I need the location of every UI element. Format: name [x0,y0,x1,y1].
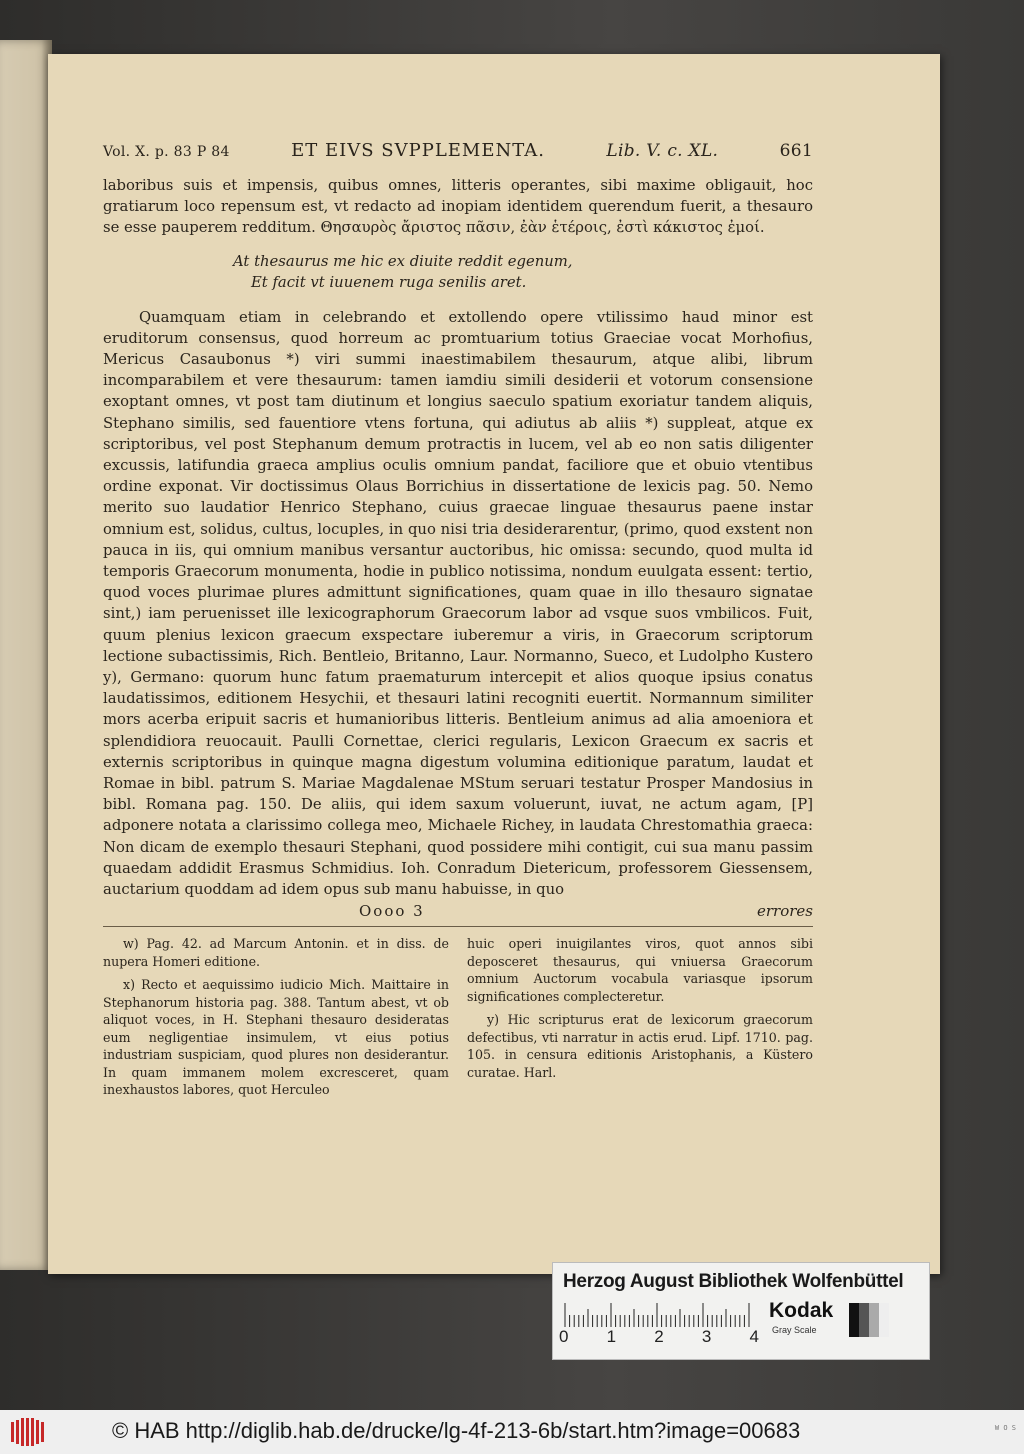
ruler-numbers [559,1327,759,1347]
footnote-w: w) Pag. 42. ad Marcum Antonin. et in diss. de nupera Homeri editione. [103,936,449,969]
footer-bar [0,1410,1024,1454]
catchword: errores [757,902,813,921]
gray-scale-patch [849,1303,889,1337]
footnote-x-continued: huic operi inuigilantes viros, quot annos sibi deposceret thesaurus, qui vniuersa Graecorum omnium Auctorum vocabula variasque ipsorum significationes complecteretur. [467,936,813,1004]
ruler-scale [563,1301,753,1327]
ruler-number-4: 4 [749,1327,759,1346]
kodak-logo: Kodak [769,1299,834,1322]
footnote-y: y) Hic scripturus erat de lexicorum graecorum defectibus, vti narratur in actis erud. Lipf. 1710. pag. 105. in censura editionis Aristophanis, a Küstero curatae. Harl. [467,1012,813,1080]
verse-quote [233,251,813,293]
paragraph-main: Quamquam etiam in celebrando et extollendo opere vtilissimo haud minor est eruditorum consensus, quod horreum ac promtuarium totius Graeciae vocat Morhofius, Mericus Casaubonus *) viri summi inaestimabilem thesaurum, atque alibi, librum incomparabilem et vere thesaurum: tamen iamdiu simili desiderii et votorum consensione exoptant omnes, vt post tam diutinum et longius saeculo spatium exoriatur tandem aliquis, Stephano similis, sed fauentiore vtens fortuna, qui adiutus ab aliis *) suppleat, atque ex scriptoribus, vel post Stephanum demum protractis in lucem, vel ab eo non satis diligenter excussis, latifundia graeca amplius oculis omnium pandat, faciliore que et obuio vtentibus ordine exponat. Vir doctissimus Olaus Borrichius in dissertatione de lexicis pag. 50. Nemo merito suo laudatior Henrico Stephano, cuius graecae linguae thesaurus paene instar omnium est, solidus, cultus, locuples, in quo nisi tria desiderarentur, (primo, quod exstent non pauca in iis, qui omnium manibus versantur auctoribus, hic omissa: secundo, quod multa id temporis Graecorum monumenta, hodie in publico notissima, nondum euulgata essent: tertio, quod voces plurimae plures admittunt significationes, quam quae in illo thesauro signatae sint,) iam peruenisset ille lexicographorum Graecorum labor ad vsque suos vmbilicos. Fuit, quum plenius lexicon graecum exspectare iuberemur a viris, in Graecorum scriptorum lectione subactissimis, Rich. Bentleio, Britanno, Laur. Normanno, Sueco, et Ludolpho Kustero y), Germano: quorum hunc fatum praematurum intercepit et alios quoque ipsius conatus laudatissimos, editionem Hesychii, et thesauri latini recogniti euertit. Normannum similiter mors acerba eripuit sacris et humanioribus litteris. Bentleium animus ad alia amoeniora et splendidiora reuocauit. Paulli Cornettae, clerici regularis, Lexicon Graecum ex sacris et externis scriptoribus in quinque magna digestum volumina editionique paratum, laudat et Romae in bibl. patrum S. Mariae Magdalenae MStum seruari testatur Prosper Mandosius in bibl. Romana pag. 150. De aliis, qui idem saxum voluerunt, iuvat, ne actum agam, [P] adponere notata a clarissimo collega meo, Michaele Richey, in laudata Chrestomathia graeca: Non dicam de exemplo thesauri Stephani, quod possidere mihi contigit, cui sua manu passim quaedam addidit Erasmus Schmidius. Ioh. Conradum Dietericum, professorem Giessensem, auctarium quoddam ad idem opus sub manu habuisse, in quo [103,308,813,899]
copyright-url[interactable]: © HAB http://diglib.hab.de/drucke/lg-4f-213-6b/start.htm?image=00683 [112,1418,801,1443]
running-head-left: Vol. X. p. 83 P 84 [103,144,230,160]
ruler-number-3: 3 [701,1327,712,1346]
footer-corner-mark: W O S [994,1424,1016,1432]
verse-line-2: Et facit vt iuuenem ruga senilis aret. [251,273,527,291]
footnote-column-left [103,935,449,1105]
book-page [48,54,940,1274]
page-number: 661 [779,141,813,161]
page-content [103,140,813,1105]
signature-mark: Oooo 3 [359,902,425,921]
footnotes [103,935,813,1105]
gray-scale-label: Gray Scale [772,1325,817,1335]
running-head-title: ET EIVS SVPPLEMENTA. [291,140,545,161]
verse-line-1: At thesaurus me hic ex diuite reddit egenum, [233,252,573,270]
footnote-x: x) Recto et aequissimo iudicio Mich. Maittaire in Stephanorum historia pag. 388. Tantum abest, vt ob aliquot voces, in H. Stephani thesauro desideratas eum negligentiae insimulem, vt eius potius industriam suspiciam, quod plures non desiderantur. In quam immanem molem excresceret, quam inexhaustos labores, quot Herculeo [103,977,449,1098]
ruler-number-0: 0 [559,1327,569,1346]
previous-page-edge [0,40,52,1270]
hab-logo-icon [10,1418,46,1446]
running-head [103,140,813,161]
footnote-column-right [467,935,813,1105]
library-name: Herzog August Bibliothek Wolfenbüttel [563,1271,904,1292]
ruler-number-2: 2 [654,1327,664,1346]
library-color-card [552,1262,930,1360]
paragraph-top: laboribus suis et impensis, quibus omnes, litteris operantes, sibi maxime obligauit, hoc gratiarum loco repensum est, vt redacto ad inopiam identidem querendum fuerit, a thesauro se esse pauperem redditum. Θησαυρὸς ἄριστος πᾶσιν, ἐὰν ἑτέροις, ἐστὶ κάκιστος ἐμοί. [103,177,813,237]
ruler-number-1: 1 [606,1327,617,1346]
footnote-divider [103,926,813,927]
signature-row [103,902,813,920]
running-head-right: Lib. V. c. XL. [606,141,719,161]
